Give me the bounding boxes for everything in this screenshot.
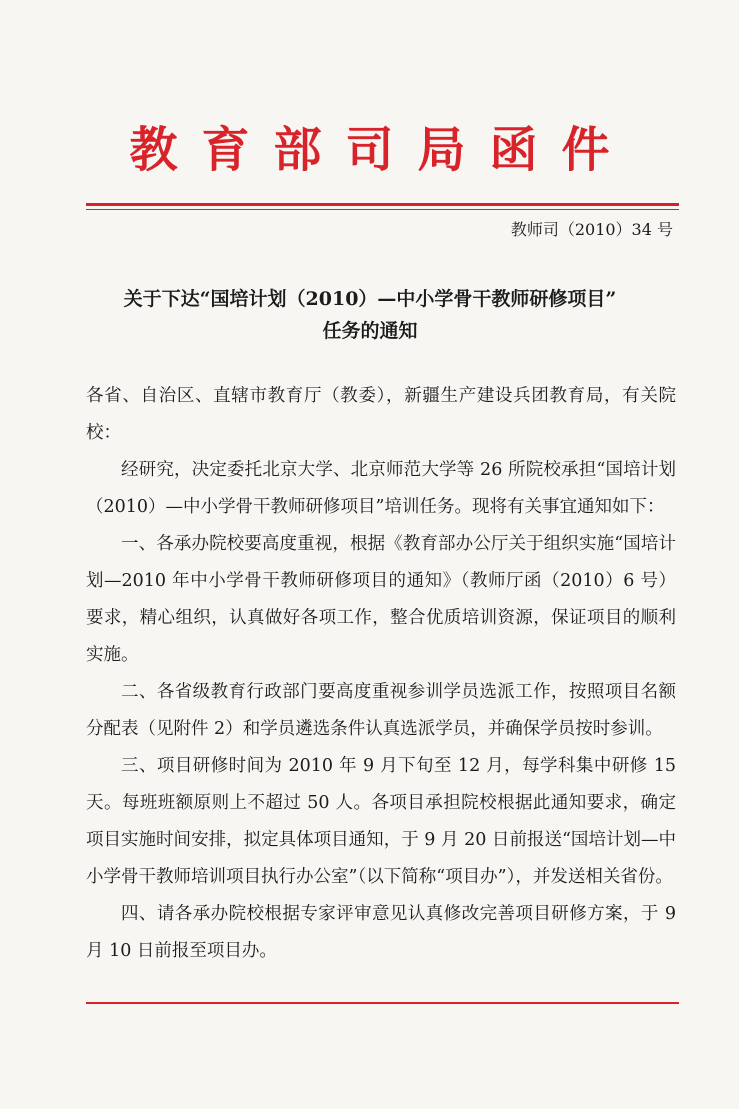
intro-paragraph: 经研究，决定委托北京大学、北京师范大学等 26 所院校承担“国培计划（2010）—中小学骨干教师研修项目”培训任务。现将有关事宜通知如下： — [86, 460, 676, 517]
letterhead-rule-thick — [86, 203, 679, 206]
document-body — [86, 378, 676, 970]
item-4-paragraph: 四、请各承办院校根据专家评审意见认真修改完善项目研修方案，于 9 月 10 日前报至项目办。 — [86, 904, 676, 961]
bottom-rule — [86, 1002, 679, 1004]
document-number: 教师司（2010）34 号 — [510, 220, 673, 239]
salutation-paragraph: 各省、自治区、直辖市教育厅（教委），新疆生产建设兵团教育局，有关院校： — [86, 386, 676, 443]
item-1-paragraph: 一、各承办院校要高度重视，根据《教育部办公厅关于组织实施“国培计划—2010 年中小学骨干教师研修项目的通知》（教师厅函（2010）6 号）要求，精心组织，认真做好各项工作，整合优质培训资源，保证项目的顺利实施。 — [86, 534, 676, 665]
item-2-paragraph: 二、各省级教育行政部门要高度重视参训学员选派工作，按照项目名额分配表（见附件 2）和学员遴选条件认真选派学员，并确保学员按时参训。 — [86, 682, 676, 739]
item-3-paragraph: 三、项目研修时间为 2010 年 9 月下旬至 12 月，每学科集中研修 15 天。每班班额原则上不超过 50 人。各项目承担院校根据此通知要求，确定项目实施时间安排，拟定具体项目通知，于 9 月 20 日前报送“国培计划—中小学骨干教师培训项目执行办公室”（以下简称“项目办”），并发送相关省份。 — [86, 756, 676, 887]
document-title-line-2: 任务的通知 — [322, 320, 418, 342]
letterhead-title: 教育部司局函件 — [129, 122, 634, 178]
letterhead-rule-thin — [86, 209, 679, 210]
document-title-line-1: 关于下达“国培计划（2010）—中小学骨干教师研修项目” — [123, 288, 617, 310]
